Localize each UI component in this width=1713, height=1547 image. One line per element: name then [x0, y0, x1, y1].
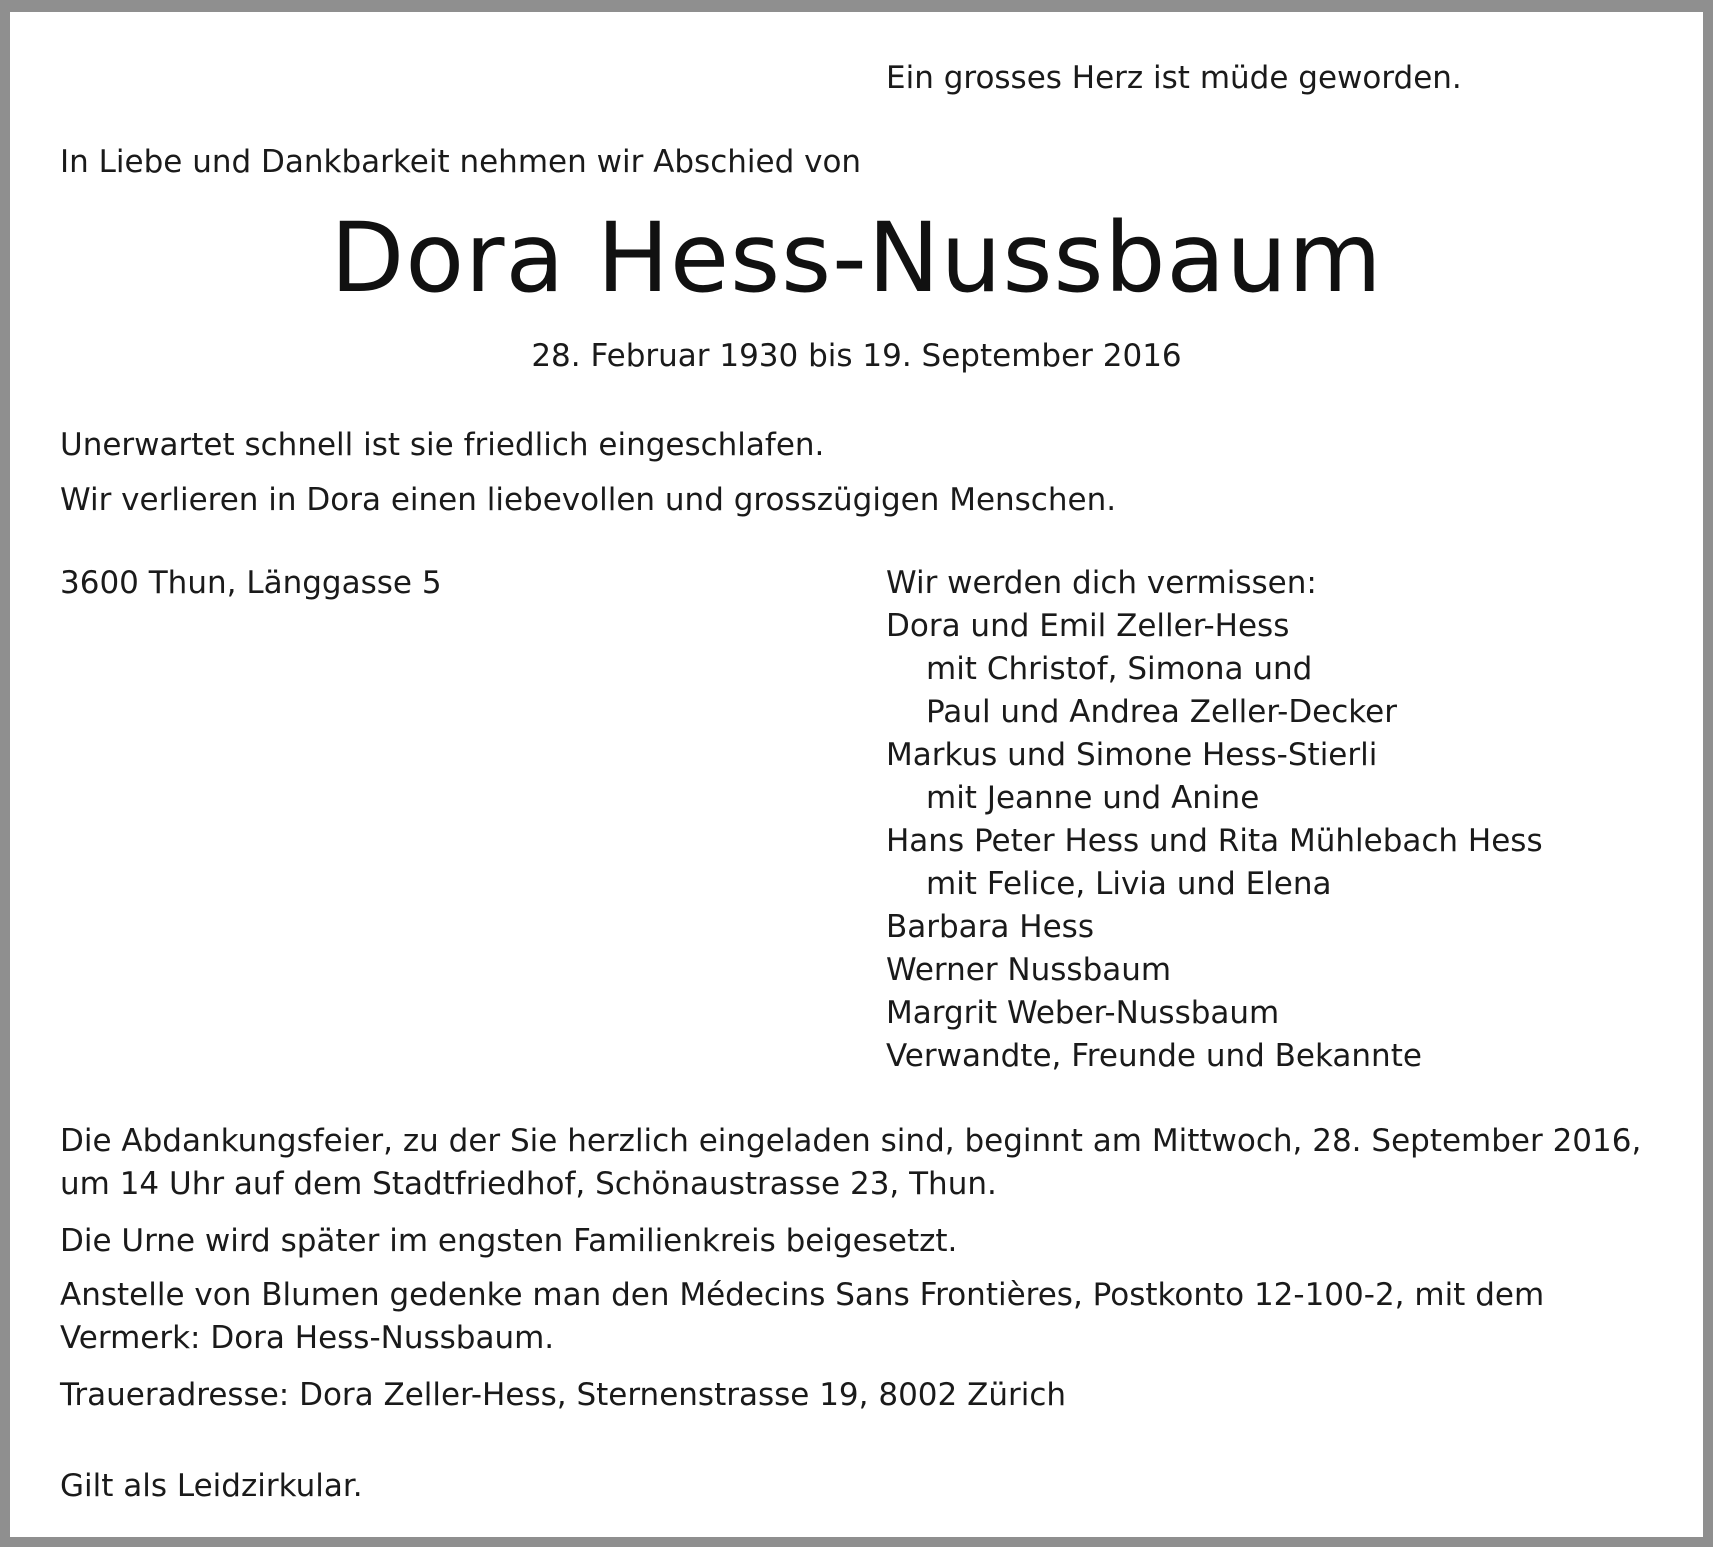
- motto: Ein grosses Herz ist müde geworden.: [886, 60, 1462, 96]
- ceremony-info: Die Abdankungsfeier, zu der Sie herzlich eingeladen sind, beginnt am Mittwoch, 28. September 2016, um 14 Uhr auf dem Stadtfriedhof, Schönaustrasse 23, Thun.: [60, 1123, 1642, 1202]
- mourner-line: Wir werden dich vermissen:: [886, 565, 1317, 601]
- mourner-line: mit Christof, Simona und: [926, 651, 1313, 687]
- mourner-line: Barbara Hess: [886, 909, 1094, 945]
- obituary-notice: [10, 12, 1703, 1537]
- mourner-line: Dora und Emil Zeller-Hess: [886, 608, 1290, 644]
- donation-info: Anstelle von Blumen gedenke man den Médecins Sans Frontières, Postkonto 12-100-2, mit dem Vermerk: Dora Hess-Nussbaum.: [60, 1277, 1545, 1356]
- circular-note: Gilt als Leidzirkular.: [60, 1468, 363, 1504]
- deceased-name: Dora Hess-Nussbaum: [330, 202, 1383, 314]
- mourning-address: Traueradresse: Dora Zeller-Hess, Sternenstrasse 19, 8002 Zürich: [60, 1377, 1067, 1413]
- mourners-list: [886, 565, 1543, 1081]
- mourner-line: Markus und Simone Hess-Stierli: [886, 737, 1378, 773]
- mourner-line: Margrit Weber-Nussbaum: [886, 995, 1280, 1031]
- address: 3600 Thun, Länggasse 5: [60, 565, 442, 601]
- mourner-line: mit Felice, Livia und Elena: [926, 866, 1332, 902]
- statement-line: Unerwartet schnell ist sie friedlich eingeschlafen.: [60, 427, 825, 463]
- mourner-line: Hans Peter Hess und Rita Mühlebach Hess: [886, 823, 1543, 859]
- intro-line: In Liebe und Dankbarkeit nehmen wir Abschied von: [60, 144, 862, 180]
- urn-info: Die Urne wird später im engsten Familienkreis beigesetzt.: [60, 1223, 958, 1259]
- mourner-line: Paul und Andrea Zeller-Decker: [926, 694, 1397, 730]
- mourner-line: mit Jeanne und Anine: [926, 780, 1260, 816]
- mourner-line: Werner Nussbaum: [886, 952, 1172, 988]
- statement-line: Wir verlieren in Dora einen liebevollen und grosszügigen Menschen.: [60, 482, 1117, 518]
- life-dates: 28. Februar 1930 bis 19. September 2016: [531, 338, 1182, 374]
- mourner-line: Verwandte, Freunde und Bekannte: [886, 1038, 1422, 1074]
